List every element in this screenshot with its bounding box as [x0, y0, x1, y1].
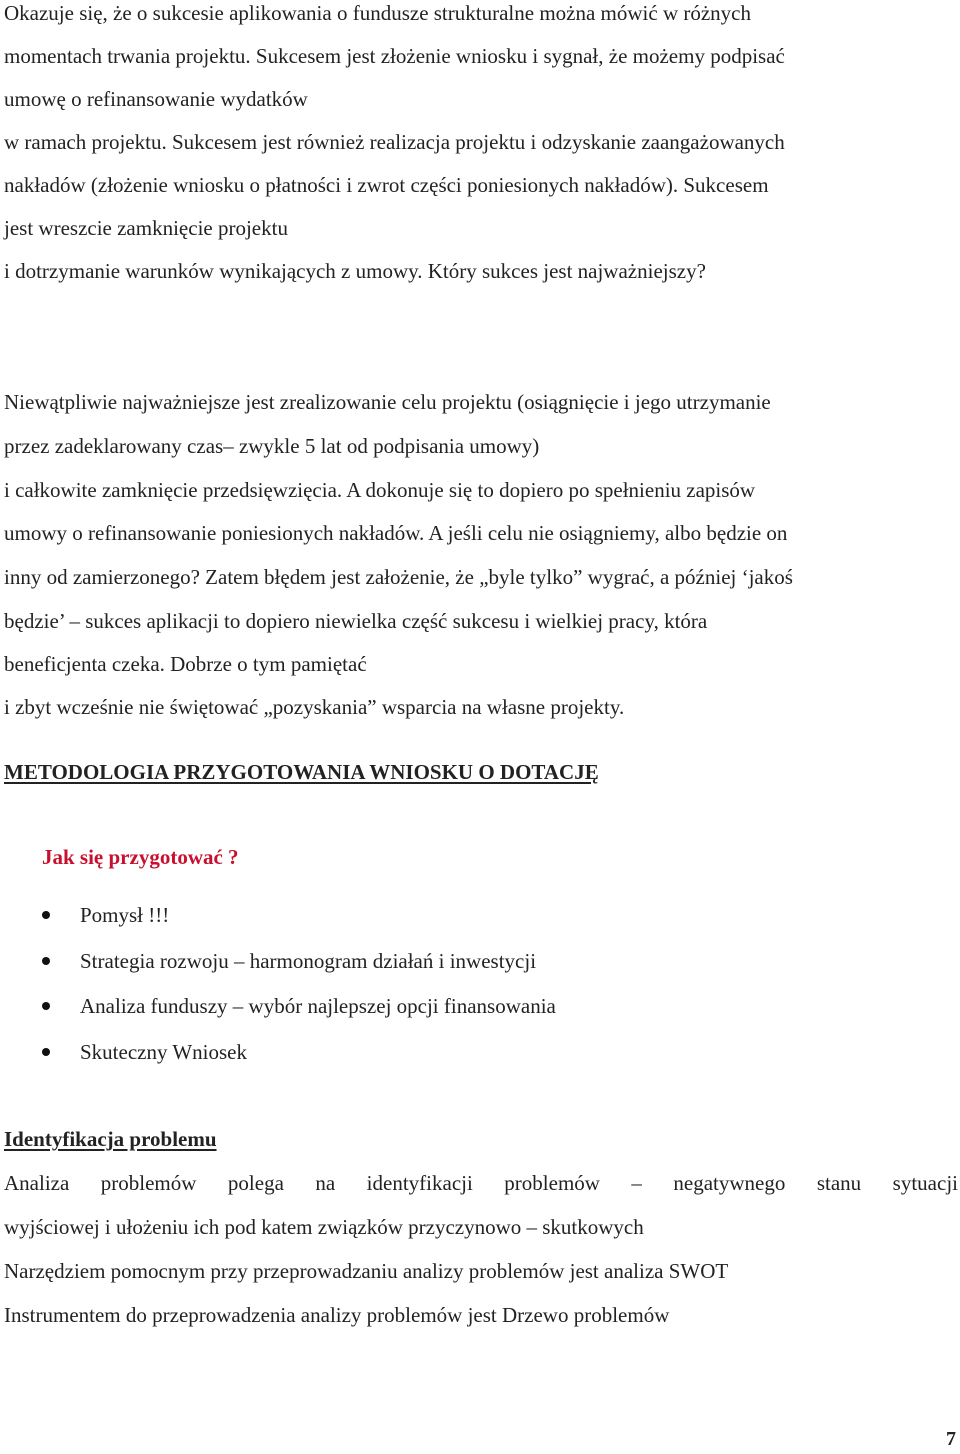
paragraph2-line: i zbyt wcześnie nie świętować „pozyskania” wsparcia na własne projekty. — [4, 695, 625, 719]
problem-section-title: Identyfikacja problemu — [4, 1127, 217, 1151]
problem-section-line: Narzędziem pomocnym przy przeprowadzaniu analizy problemów jest analiza SWOT — [4, 1259, 729, 1283]
paragraph2-line: i całkowite zamknięcie przedsięwzięcia. A dokonuje się to dopiero po spełnieniu zapisów — [4, 478, 756, 502]
subsection-title: Jak się przygotować ? — [42, 845, 239, 869]
section-title: METODOLOGIA PRZYGOTOWANIA WNIOSKU O DOTACJĘ — [4, 760, 599, 784]
paragraph1-line: jest wreszcie zamknięcie projektu — [4, 216, 288, 240]
bullet-icon — [42, 1048, 50, 1056]
paragraph1-line: nakładów (złożenie wniosku o płatności i zwrot części poniesionych nakładów). Sukcesem — [4, 173, 769, 197]
bullet-icon — [42, 957, 50, 965]
paragraph1-line: Okazuje się, że o sukcesie aplikowania o fundusze strukturalne można mówić w różnych — [4, 1, 751, 25]
problem-section-line: Instrumentem do przeprowadzenia analizy problemów jest Drzewo problemów — [4, 1303, 670, 1327]
paragraph2-line: inny od zamierzonego? Zatem błędem jest założenie, że „byle tylko” wygrać, a później ‘jakoś — [4, 565, 793, 589]
list-item-text: Pomysł !!! — [80, 903, 170, 927]
list-item-text: Analiza funduszy – wybór najlepszej opcji finansowania — [80, 994, 556, 1018]
paragraph1-line: w ramach projektu. Sukcesem jest również realizacja projektu i odzyskanie zaangażowanych — [4, 130, 785, 154]
paragraph2-line: przez zadeklarowany czas– zwykle 5 lat od podpisania umowy) — [4, 434, 540, 458]
list-item-text: Strategia rozwoju – harmonogram działań i inwestycji — [80, 949, 537, 973]
bullet-icon — [42, 911, 50, 919]
page-number: 7 — [946, 1428, 956, 1450]
paragraph2-line: będzie’ – sukces aplikacji to dopiero niewielka część sukcesu i wielkiej pracy, która — [4, 609, 708, 633]
paragraph2-line: umowy o refinansowanie poniesionych nakładów. A jeśli celu nie osiągniemy, albo będzie on — [4, 521, 788, 545]
problem-section-line: Analiza problemów polega na identyfikacji problemów – negatywnego stanu sytuacji — [4, 1171, 958, 1195]
paragraph1-line: umowę o refinansowanie wydatków — [4, 87, 308, 111]
problem-section-line: wyjściowej i ułożeniu ich pod katem związków przyczynowo – skutkowych — [4, 1215, 644, 1239]
bullet-icon — [42, 1002, 50, 1010]
paragraph2-line: Niewątpliwie najważniejsze jest zrealizowanie celu projektu (osiągnięcie i jego utrzymanie — [4, 390, 771, 414]
paragraph1-line: momentach trwania projektu. Sukcesem jest złożenie wniosku i sygnał, że możemy podpisać — [4, 44, 785, 68]
paragraph2-line: beneficjenta czeka. Dobrze o tym pamiętać — [4, 652, 367, 676]
list-item-text: Skuteczny Wniosek — [80, 1040, 247, 1064]
paragraph1-line: i dotrzymanie warunków wynikających z umowy. Który sukces jest najważniejszy? — [4, 259, 706, 283]
